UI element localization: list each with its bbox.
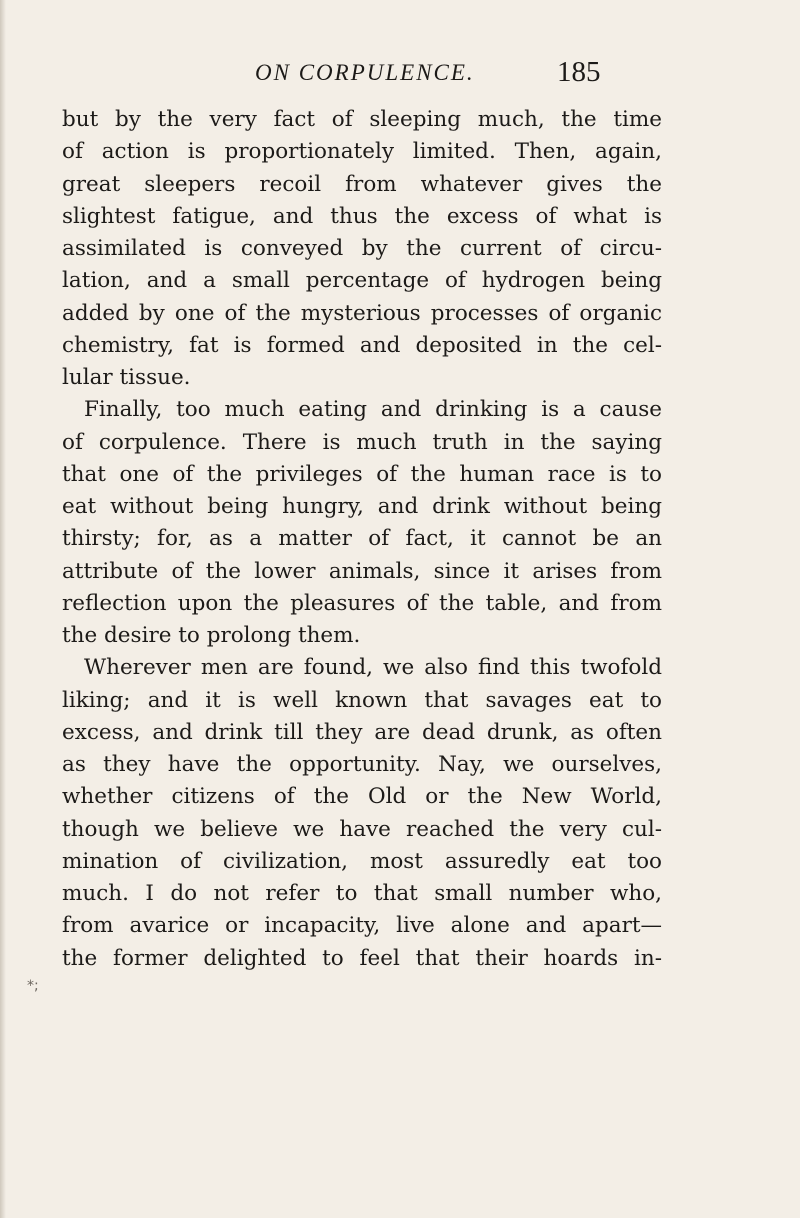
- text-line: much. I do not refer to that small number who,: [62, 881, 662, 906]
- text-line: but by the very fact of sleeping much, the time: [62, 107, 662, 132]
- text-line: though we believe we have reached the very cul-: [62, 816, 662, 842]
- text-line: mination of civilization, most assuredly eat too: [62, 848, 662, 874]
- text-line: added by one of the mysterious processes of organic: [62, 300, 662, 326]
- text-line: slightest fatigue, and thus the excess of what is: [62, 203, 662, 229]
- text-line: from avarice or incapacity, live alone and apart—: [62, 913, 662, 939]
- text-line: lular tissue.: [62, 365, 191, 390]
- text-line: thirsty; for, as a matter of fact, it cannot be an: [62, 526, 662, 552]
- page-number: 185: [557, 56, 601, 88]
- text-line: the former delighted to feel that their hoards in-: [62, 945, 662, 971]
- text-line: of corpulence. There is much truth in the saying: [62, 429, 662, 455]
- page-edge-shadow: [0, 0, 6, 1218]
- text-line: attribute of the lower animals, since it arises from: [62, 558, 662, 584]
- text-line: liking; and it is well known that savages eat to: [62, 687, 662, 713]
- paragraph-first-line: Finally, too much eating and drinking is a cause: [84, 397, 662, 423]
- text-line: chemistry, fat is formed and deposited in the cel-: [62, 332, 662, 358]
- margin-mark: *;: [27, 978, 39, 994]
- text-line: eat without being hungry, and drink without being: [62, 494, 662, 519]
- text-line: that one of the privileges of the human race is to: [62, 461, 662, 487]
- text-line: assimilated is conveyed by the current of circu-: [62, 236, 662, 261]
- text-line: of action is proportionately limited. Then, again,: [62, 139, 662, 165]
- text-line: lation, and a small percentage of hydrogen being: [62, 268, 662, 294]
- text-line: reflection upon the pleasures of the table, and from: [62, 590, 662, 616]
- running-title: ON CORPULENCE.: [255, 60, 475, 85]
- text-line: excess, and drink till they are dead drunk, as often: [62, 719, 662, 745]
- text-line: the desire to prolong them.: [62, 623, 361, 648]
- text-line: whether citizens of the Old or the New World,: [62, 784, 662, 810]
- paragraph-first-line: Wherever men are found, we also find this twofold: [84, 655, 662, 681]
- body-text: [62, 104, 662, 975]
- text-line: as they have the opportunity. Nay, we ourselves,: [62, 752, 662, 777]
- text-line: great sleepers recoil from whatever gives the: [62, 171, 662, 197]
- running-head: [0, 56, 800, 96]
